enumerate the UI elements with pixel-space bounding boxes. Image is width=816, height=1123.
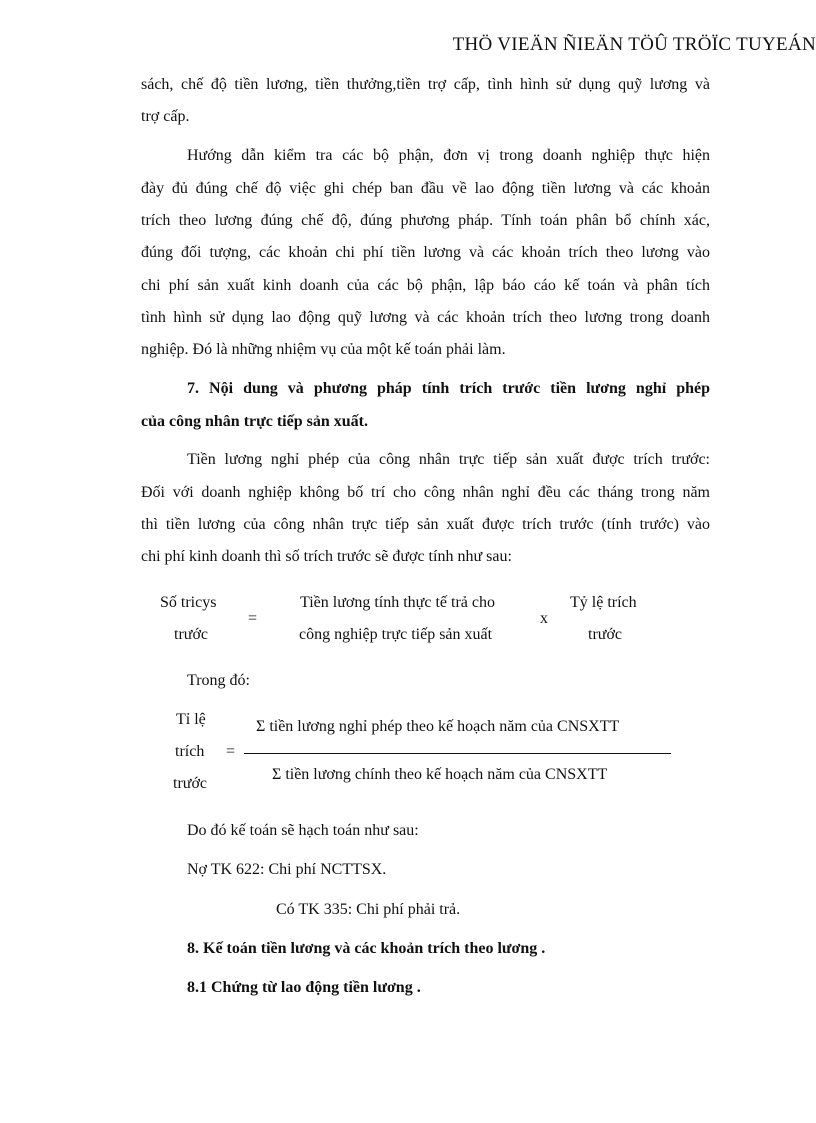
section-7-heading-line-1: 7. Nội dung và phương pháp tính trích trước tiền lương nghỉ phép [187, 380, 710, 397]
formula-1-lhs-line-1: Số tricys [160, 594, 217, 611]
formula-1-times: x [540, 610, 548, 627]
formula-1-rhs-line-1: Tỷ lệ trích [570, 594, 637, 611]
formula-2-fraction-bar [244, 753, 671, 754]
paragraph-2-line-3: trích theo lương đúng chế độ, đúng phương pháp. Tính toán phân bổ chính xác, [141, 212, 710, 229]
trong-do-label: Trong đó: [187, 672, 250, 689]
formula-1-lhs-line-2: trước [174, 626, 209, 643]
paragraph-1-line-1: sách, chế độ tiền lương, tiền thưởng,tiền trợ cấp, tình hình sử dụng quỹ lương và [141, 76, 710, 93]
section-7-heading-line-2: của công nhân trực tiếp sản xuất. [141, 413, 368, 430]
paragraph-2-line-4: đúng đối tượng, các khoản chi phí tiền lương và các khoản trích theo lương vào [141, 244, 710, 261]
paragraph-3-line-4: chi phí kinh doanh thì số trích trước sẽ được tính như sau: [141, 548, 512, 565]
paragraph-2-line-6: tình hình sử dụng lao động quỹ lương và các khoản trích theo lương trong doanh [141, 309, 710, 326]
formula-2-denominator: Σ tiền lương chính theo kế hoạch năm của CNSXTT [272, 766, 608, 783]
accounting-debit-entry: Nợ TK 622: Chi phí NCTTSX. [187, 861, 387, 878]
formula-2-lhs-line-3: trước [173, 775, 208, 792]
formula-2-lhs-line-2: trích [175, 743, 205, 760]
formula-1-mid-line-2: công nghiệp trực tiếp sản xuất [299, 626, 493, 643]
paragraph-3-line-3: thì tiền lương của công nhân trực tiếp sản xuất được trích trước (tính trước) vào [141, 516, 710, 533]
paragraph-3-line-1: Tiền lương nghỉ phép của công nhân trực tiếp sản xuất được trích trước: [187, 451, 710, 468]
paragraph-1-line-2: trợ cấp. [141, 108, 190, 125]
section-8-heading: 8. Kế toán tiền lương và các khoản trích theo lương . [187, 940, 546, 957]
page-header: THÖ VIEÄN ÑIEÄN TÖÛ TRÖÏC TUYEÁN [452, 34, 816, 55]
formula-1-equals: = [248, 610, 258, 627]
paragraph-2-line-1: Hướng dẫn kiểm tra các bộ phận, đơn vị trong doanh nghiệp thực hiện [187, 147, 710, 164]
accounting-intro: Do đó kế toán sẽ hạch toán như sau: [187, 822, 419, 839]
formula-2-equals: = [226, 743, 236, 760]
paragraph-2-line-7: nghiệp. Đó là những nhiệm vụ của một kế toán phải làm. [141, 341, 506, 358]
section-8-1-heading: 8.1 Chứng từ lao động tiền lương . [187, 979, 421, 996]
formula-1-rhs-line-2: trước [588, 626, 623, 643]
formula-2-lhs-line-1: Tỉ lệ [176, 711, 206, 728]
paragraph-2-line-5: chi phí sản xuất kinh doanh của các bộ phận, lập báo cáo kế toán và phân tích [141, 277, 710, 294]
paragraph-3-line-2: Đối với doanh nghiệp không bố trí cho công nhân nghỉ đều các tháng trong năm [141, 484, 710, 501]
accounting-credit-entry: Có TK 335: Chi phí phải trả. [276, 901, 461, 918]
paragraph-2-line-2: đày đủ đúng chế độ việc ghi chép ban đầu về lao động tiền lương và các khoản [141, 180, 710, 197]
formula-1-mid-line-1: Tiền lương tính thực tế trả cho [300, 594, 495, 611]
formula-2-numerator: Σ tiền lương nghỉ phép theo kế hoạch năm của CNSXTT [256, 718, 620, 735]
